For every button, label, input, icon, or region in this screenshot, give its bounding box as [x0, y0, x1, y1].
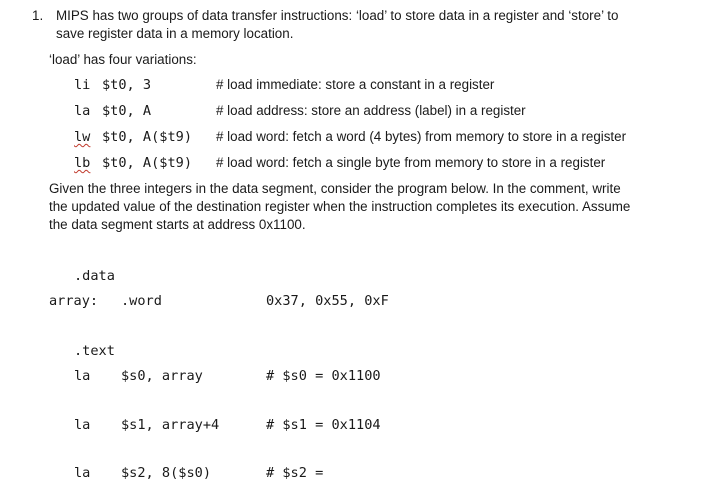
task-line-3: the data segment starts at address 0x1100. [49, 217, 306, 232]
variation-comment: # load immediate: store a constant in a register [216, 77, 495, 92]
variation-op: la [74, 103, 91, 119]
question-number: 1. [32, 8, 44, 23]
variation-args: $t0, A($t9) [102, 129, 193, 145]
variation-comment: # load word: fetch a single byte from memory to store in a register [216, 155, 606, 170]
instruction-op: la [74, 465, 91, 481]
data-directive: .data [74, 268, 115, 284]
instruction-comment: # $s0 = 0x1100 [266, 368, 381, 384]
instruction-args: $s0, array [121, 368, 203, 384]
instruction-comment: # $s1 = 0x1104 [266, 417, 381, 433]
instruction-op: la [74, 368, 91, 384]
task-line-1: Given the three integers in the data segment, consider the program below. In the comment, write [49, 181, 621, 196]
word-values: 0x37, 0x55, 0xF [266, 293, 389, 309]
intro-line-2: save register data in a memory location. [56, 26, 294, 41]
variation-op: lw [74, 129, 91, 145]
word-directive: .word [121, 293, 162, 309]
variation-comment: # load word: fetch a word (4 bytes) from memory to store in a register [216, 129, 627, 144]
variation-args: $t0, A($t9) [102, 155, 193, 171]
variation-args: $t0, A [102, 103, 152, 119]
variations-intro: ‘load’ has four variations: [49, 52, 197, 67]
instruction-op: la [74, 417, 91, 433]
variation-args: $t0, 3 [102, 77, 152, 93]
variation-comment: # load address: store an address (label) in a register [216, 103, 526, 118]
variation-op: li [74, 77, 91, 93]
text-directive: .text [74, 343, 115, 359]
instruction-args: $s1, array+4 [121, 417, 220, 433]
array-label: array: [49, 293, 99, 309]
instruction-args: $s2, 8($s0) [121, 465, 212, 481]
variation-op: lb [74, 155, 91, 171]
intro-line-1: MIPS has two groups of data transfer instructions: ‘load’ to store data in a register and ‘store’ to [56, 8, 619, 23]
instruction-comment: # $s2 = [266, 465, 324, 481]
task-line-2: the updated value of the destination register when the instruction completes its execution. Assume [49, 199, 631, 214]
